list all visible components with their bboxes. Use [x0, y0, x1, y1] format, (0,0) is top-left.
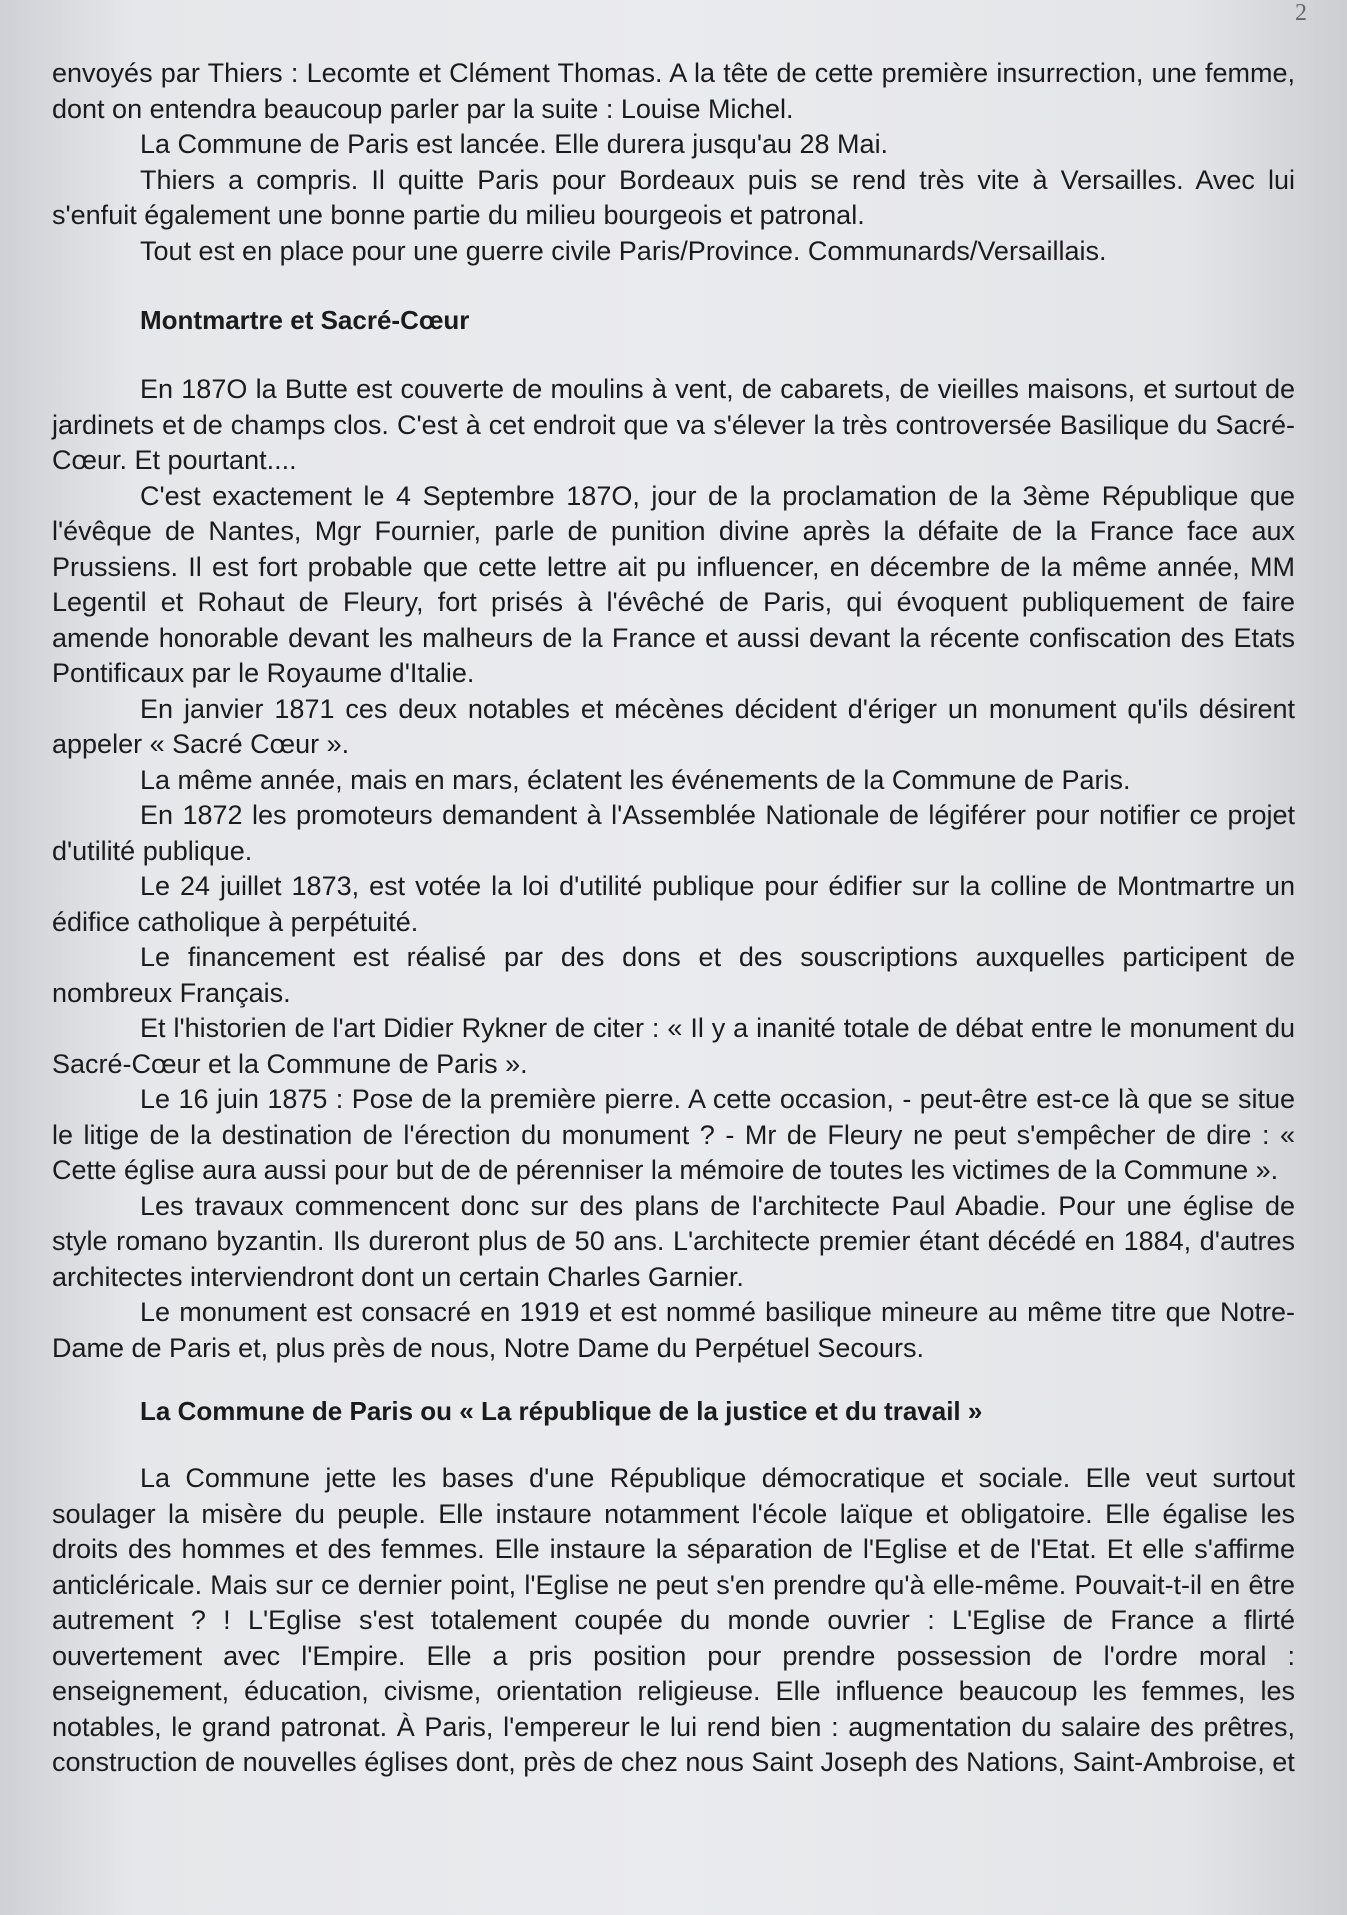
body-paragraph: Et l'historien de l'art Didier Rykner de citer : « Il y a inanité totale de débat entre le monument du Sacré-Cœur et la Commune de Paris ». — [52, 1013, 1295, 1079]
body-paragraph: La Commune jette les bases d'une République démocratique et sociale. Elle veut surtout soulager la misère du peuple. Elle instaure notamment l'école laïque et obligatoire. Elle égalise les droits des hommes et des femmes. Elle instaure la séparation de l'Eglise et de l'Etat. Et elle s'affirme anticléricale. Mais sur ce dernier point, l'Eglise ne peut s'en prendre qu'à elle-même. Pouvait-t-il en être autrement ? ! L'Eglise s'est totalement coupée du monde ouvrier : L'Eglise de France a flirté ouvertement avec l'Empire. Elle a pris position pour prendre possession de l'ordre moral : enseignement, éducation, civisme, orientation religieuse. Elle influence beaucoup les femmes, les notables, le grand patronat. À Paris, l'empereur le lui rend bien : augmentation du salaire des prêtres, construction de nouvelles églises dont, près de chez nous Saint Joseph des Nations, Saint-Ambroise, et — [52, 1463, 1295, 1777]
body-paragraph: Le monument est consacré en 1919 et est nommé basilique mineure au même titre que Notre-Dame de Paris et, plus près de nous, Notre Dame du Perpétuel Secours. — [52, 1297, 1295, 1363]
section-heading-commune: La Commune de Paris ou « La république de la justice et du travail » — [140, 1396, 983, 1426]
intro-paragraph: Thiers a compris. Il quitte Paris pour Bordeaux puis se rend très vite à Versailles. Avec lui s'enfuit également une bonne partie du milieu bourgeois et patronal. — [52, 164, 1295, 230]
body-paragraph: En janvier 1871 ces deux notables et mécènes décident d'ériger un monument qu'ils désirent appeler « Sacré Cœur ». — [52, 693, 1295, 759]
intro-paragraph: La Commune de Paris est lancée. Elle durera jusqu'au 28 Mai. — [140, 129, 889, 159]
section-heading-montmartre: Montmartre et Sacré-Cœur — [140, 305, 470, 335]
intro-paragraph: Tout est en place pour une guerre civile Paris/Province. Communards/Versaillais. — [140, 235, 1107, 266]
body-paragraph: En 1872 les promoteurs demandent à l'Assemblée Nationale de légiférer pour notifier ce projet d'utilité publique. — [52, 800, 1295, 866]
body-paragraph: Le 24 juillet 1873, est votée la loi d'utilité publique pour édifier sur la colline de Montmartre un édifice catholique à perpétuité. — [52, 871, 1295, 937]
intro-paragraph: envoyés par Thiers : Lecomte et Clément Thomas. A la tête de cette première insurrection, une femme, dont on entendra beaucoup parler par la suite : Louise Michel. — [52, 58, 1295, 124]
page-number: 2 — [1295, 0, 1307, 26]
body-paragraph: Le financement est réalisé par des dons et des souscriptions auxquelles participent de nombreux Français. — [52, 942, 1295, 1008]
body-paragraph: C'est exactement le 4 Septembre 187O, jour de la proclamation de la 3ème République que l'évêque de Nantes, Mgr Fournier, parle de punition divine après la défaite de la France face aux Prussiens. Il est fort probable que cette lettre ait pu influencer, en décembre de la même année, MM Legentil et Rohaut de Fleury, fort prisés à l'évêché de Paris, qui évoquent publiquement de faire amende honorable devant les malheurs de la France et aussi devant la récente confiscation des Etats Pontificaux par le Royaume d'Italie. — [52, 480, 1295, 688]
body-paragraph: La même année, mais en mars, éclatent les événements de la Commune de Paris. — [140, 764, 1131, 795]
body-paragraph: Les travaux commencent donc sur des plans de l'architecte Paul Abadie. Pour une église de style romano byzantin. Ils dureront plus de 50 ans. L'architecte premier étant décédé en 1884, d'autres architectes interviendront dont un certain Charles Garnier. — [52, 1190, 1295, 1292]
body-paragraph: En 187O la Butte est couverte de moulins à vent, de cabarets, de vieilles maisons, et surtout de jardinets et de champs clos. C'est à cet endroit que va s'élever la très controversée Basilique du Sacré-Cœur. Et pourtant.... — [52, 374, 1295, 475]
body-paragraph: Le 16 juin 1875 : Pose de la première pierre. A cette occasion, - peut-être est-ce là que se situe le litige de la destination de l'érection du monument ? - Mr de Fleury ne peut s'empêcher de dire : « Cette église aura aussi pour but de de pérenniser la mémoire de toutes les victimes de la Commune ». — [52, 1084, 1295, 1185]
